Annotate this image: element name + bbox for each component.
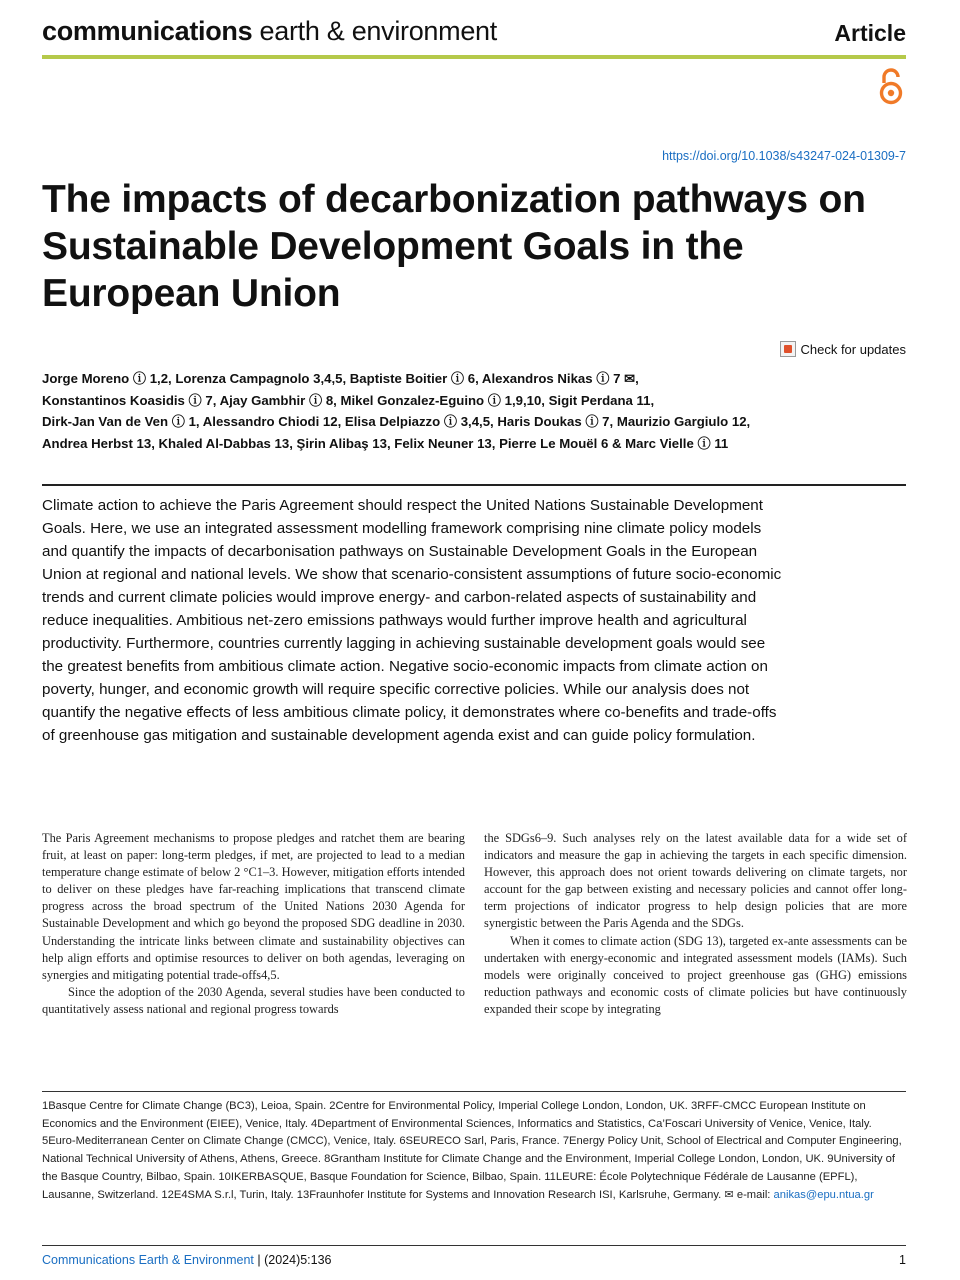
check-updates-label: Check for updates — [800, 341, 906, 357]
page-number: 1 — [899, 1253, 906, 1267]
email-label: ✉ e-mail: — [724, 1188, 774, 1201]
affiliations-text: 1Basque Centre for Climate Change (BC3), Leioa, Spain. 2Centre for Environmental Policy, Imperial College London, London, UK. 3RFF-CMCC European Institute on Economics and the Environment (EIEE), Venice, Italy. 4Department of Environmental Sciences, Informatics and Statistics, Ca’Foscari University of Venice, Venice, Italy. 5Euro-Mediterranean Center on Climate Change (CMCC), Venice, Italy. 6SEURECO Sarl, Paris, France. 7Energy Policy Unit, School of Electrical and Computer Engineering, National Technical University of Athens, Athens, Greece. 8Grantham Institute for Climate Change and the Environment, Imperial College London, London, UK. 9University of the Basque Country, Bilbao, Spain. 10IKERBASQUE, Basque Foundation for Science, Bilbao, Spain. 11LEURE: École Polytechnique Fédérale de Lausanne (EPFL), Lausanne, Switzerland. 12E4SMA S.r.l, Turin, Italy. 13Fraunhofer Institute for Systems and Innovation Research ISI, Karlsruhe, Germany. — [42, 1100, 902, 1201]
article-title: The impacts of decarbonization pathways on Sustainable Development Goals in the European Union — [42, 178, 866, 315]
footer-rule — [42, 1245, 906, 1246]
author-line: Andrea Herbst 13, Khaled Al-Dabbas 13, Şirin Alibaş 13, Felix Neuner 13, Pierre Le Mouël 6 & Marc Vielle ⓘ 11 — [42, 435, 729, 451]
body-paragraph: When it comes to climate action (SDG 13), targeted ex-ante assessments can be undertaken with energy-economic and integrated assessment models (IAMs). Such models were originally conceived to project greenhouse gas (GHG) emissions reduction pathways and economic costs of climate policies but have continuously expanded their scope by integrating — [484, 933, 907, 1016]
abstract: Climate action to achieve the Paris Agreement should respect the United Nations Sustainable Development Goals. Here, we use an integrated assessment modelling framework comprising nine climate policy models and quantify the impacts of decarbonisation pathways on Sustainable Development Goals in the European Union at regional and national levels. We show that scenario-consistent assumptions of future socio-economic trends and current climate policies would improve energy- and carbon-related aspects of sustainability and reduce inequalities. Ambitious net-zero emissions pathways would further improve health and agricultural productivity. Furthermore, countries currently lagging in achieving sustainable development goals would see the greatest benefits from ambitious climate action. Negative socio-economic impacts from climate action on poverty, hunger, and economic growth will require specific corrective policies. While our analysis does not quantify the negative effects of less ambitious climate policy, it demonstrates where co-benefits and trade-offs of greenhouse gas mitigation and sustainable development agenda exist and can guide policy formulation. — [42, 497, 782, 744]
abstract-rule — [42, 484, 906, 486]
author-line: Dirk-Jan Van de Ven ⓘ 1, Alessandro Chiodi 12, Elisa Delpiazzo ⓘ 3,4,5, Haris Doukas ⓘ 7, Maurizio Gargiulo 12, — [42, 414, 751, 429]
body-column-right — [484, 830, 907, 1018]
footer-journal: Communications Earth & Environment — [42, 1253, 254, 1267]
corresponding-email-link[interactable]: anikas@epu.ntua.gr — [773, 1188, 874, 1201]
open-access-icon — [876, 66, 906, 106]
check-for-updates-button[interactable] — [780, 341, 906, 357]
article-type-label: Article — [834, 20, 906, 46]
body-column-left — [42, 830, 465, 1018]
author-list — [42, 368, 922, 454]
body-paragraph: the SDGs6–9. Such analyses rely on the latest available data for a wide set of indicators and measure the gap in achieving the targets in each specific dimension. However, this approach does not orient towards delivering on climate targets, nor account for the gap between existing and necessary policies and cannot offer long-term projections of indicator progress to help design policies that are more synergistic between the Paris Agenda and the SDGs. — [484, 831, 907, 931]
affiliations-rule — [42, 1091, 906, 1092]
journal-name: communications earth & environment — [42, 16, 497, 46]
author-line: Konstantinos Koasidis ⓘ 7, Ajay Gambhir ⓘ 8, Mikel Gonzalez-Eguino ⓘ 1,9,10, Sigit Perdana 11, — [42, 392, 655, 408]
author-line: Jorge Moreno ⓘ 1,2, Lorenza Campagnolo 3,4,5, Baptiste Boitier ⓘ 6, Alexandros Nikas ⓘ 7 ✉, — [42, 371, 639, 386]
body-paragraph: The Paris Agreement mechanisms to propose pledges and ratchet them are bearing fruit, at least on paper: long-term pledges, if met, are projected to lead to a median temperature change estimate of below 2 °C1–3. However, mitigation efforts intended to deliver on these pledges have far-reaching implications that transcend climate progress across the broad spectrum of the United Nations 2030 Agenda for Sustainable Development and which go beyond the proposed SDG deadline in 2030. Understanding the intricate links between climate and sustainability objectives can help align efforts and optimise resources to deliver on both agendas, leveraging on synergies and mitigating potential trade-offs4,5. — [42, 831, 465, 982]
check-updates-icon — [780, 341, 796, 357]
footer-issue: | (2024)5:136 — [253, 1253, 332, 1267]
header-rule — [42, 55, 906, 59]
body-paragraph: Since the adoption of the 2030 Agenda, several studies have been conducted to quantitatively assess national and regional progress towards — [42, 984, 465, 1016]
footer-citation — [42, 1253, 332, 1267]
affiliations — [42, 1098, 908, 1204]
doi-link[interactable]: https://doi.org/10.1038/s43247-024-01309-7 — [662, 149, 906, 163]
